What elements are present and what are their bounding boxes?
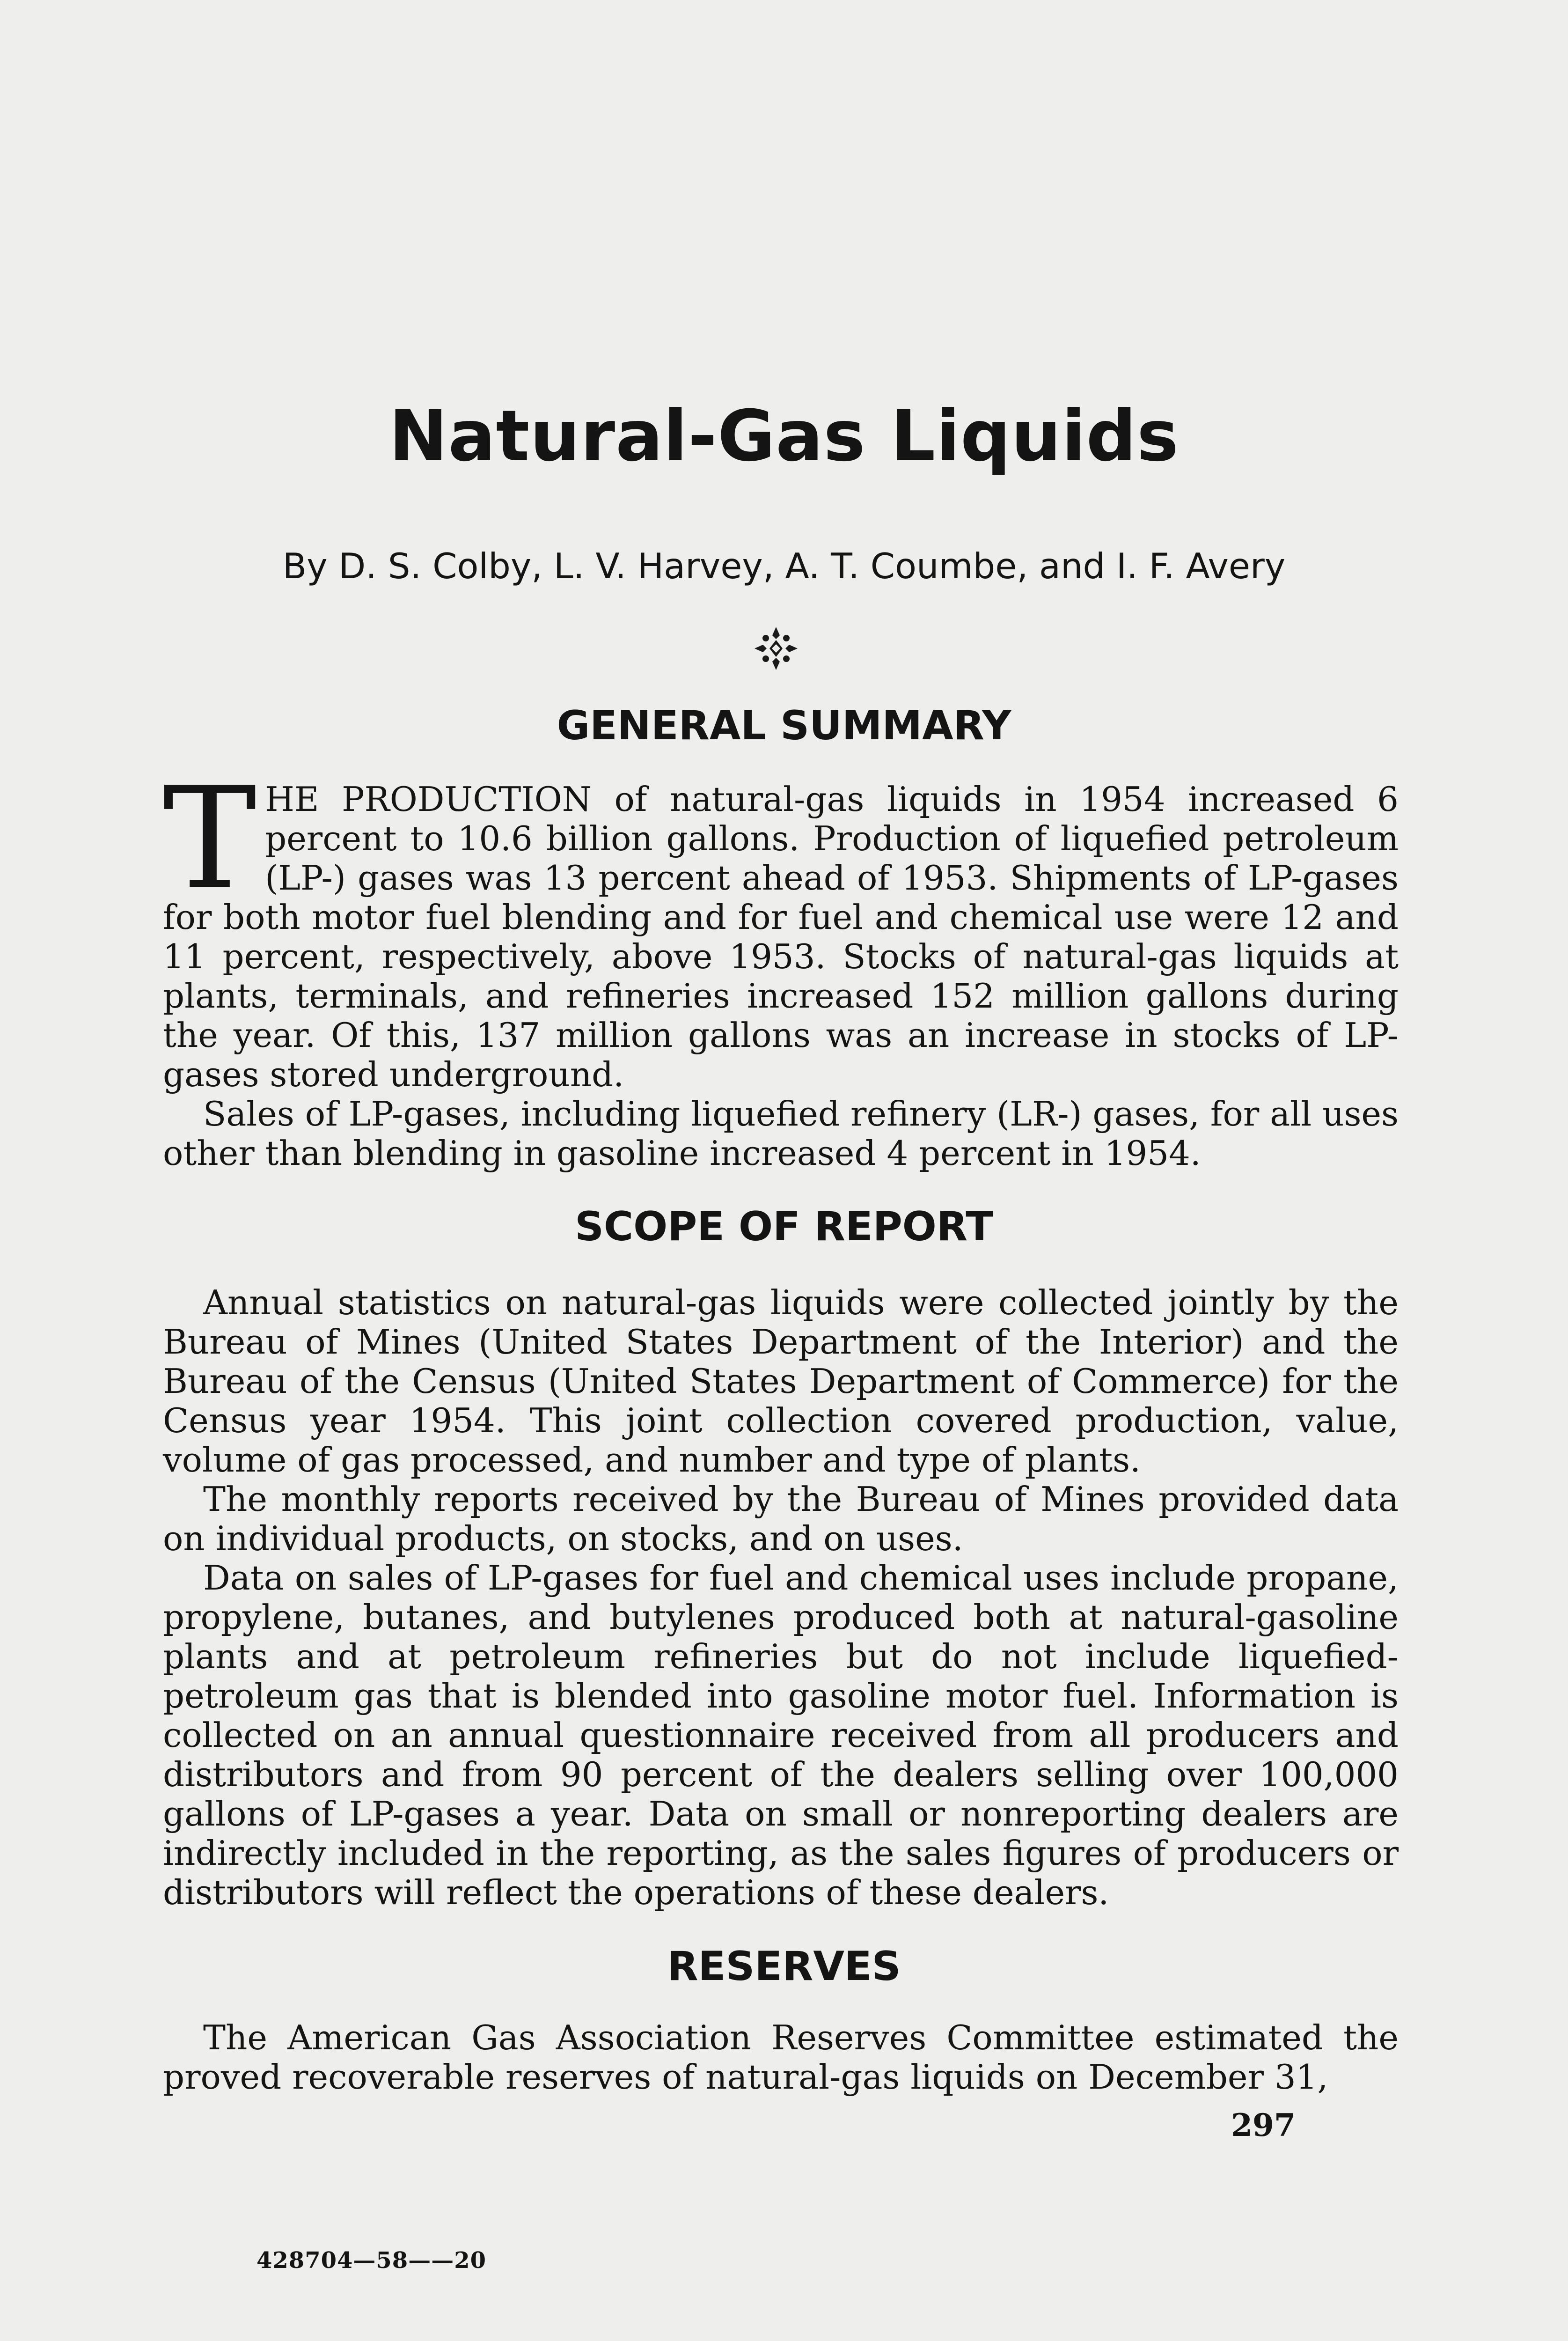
general-summary-heading: GENERAL SUMMARY [557, 702, 1011, 749]
reserves-heading: RESERVES [667, 1943, 901, 1990]
scope-paragraph-1: Annual statistics on natural-gas liquids were collected jointly by the Bureau of Mines (United States Department of the Interior) and the Bureau of the Census (United States Department of Commerce) for the Census year 1954. This joint collection covered production, value, volume of gas processed, and number and type of plants. [163, 1283, 1399, 1480]
reserves-paragraph-1: The American Gas Association Reserves Committee estimated the proved recoverable reserves of natural-gas liquids on December 31, [163, 2018, 1399, 2097]
drop-cap: T [163, 757, 257, 920]
general-summary-section [163, 757, 1399, 1173]
scope-paragraph-3: Data on sales of LP-gases for fuel and chemical uses include propane, propylene, butanes, and butylenes produced both at natural-gasoline plants and at petroleum refineries but do not include liquefied-petroleum gas that is blended into gasoline motor fuel. Information is collected on an annual questionnaire received from all producers and distributors and from 90 percent of the dealers selling over 100,000 gallons of LP-gases a year. Data on small or nonreporting dealers are indirectly included in the reporting, as the sales figures of producers or distributors will reflect the operations of these dealers. [163, 1558, 1399, 1912]
summary-paragraph-2: Sales of LP-gases, including liquefied refinery (LR-) gases, for all uses other than blending in gasoline increased 4 percent in 1954. [163, 1094, 1399, 1173]
author-byline: By D. S. Colby, L. V. Harvey, A. T. Coumbe, and I. F. Avery [282, 545, 1286, 587]
summary-paragraph-1 [163, 757, 1399, 1094]
scope-of-report-section [163, 1283, 1399, 1912]
scope-of-report-heading: SCOPE OF REPORT [575, 1203, 993, 1250]
reserves-section [163, 2018, 1399, 2097]
scope-paragraph-2: The monthly reports received by the Bureau of Mines provided data on individual products, on stocks, and on uses. [163, 1480, 1399, 1558]
page-title: Natural-Gas Liquids [388, 396, 1180, 477]
ornament-icon [753, 625, 799, 672]
page-number: 297 [1231, 2107, 1296, 2143]
summary-paragraph-1-text: HE PRODUCTION of natural-gas liquids in 1954 increased 6 percent to 10.6 billion gallons. Production of liquefied petroleum (LP-) gases was 13 percent ahead of 1953. Shipments of LP-gases for both motor fuel blending and for fuel and chemical use were 12 and 11 percent, respectively, above 1953. Stocks of natural-gas liquids at plants, terminals, and refineries increased 152 million gallons during the year. Of this, 137 million gallons was an increase in stocks of LP-gases stored underground. [163, 780, 1399, 1094]
print-code: 428704—58——20 [256, 2247, 486, 2274]
